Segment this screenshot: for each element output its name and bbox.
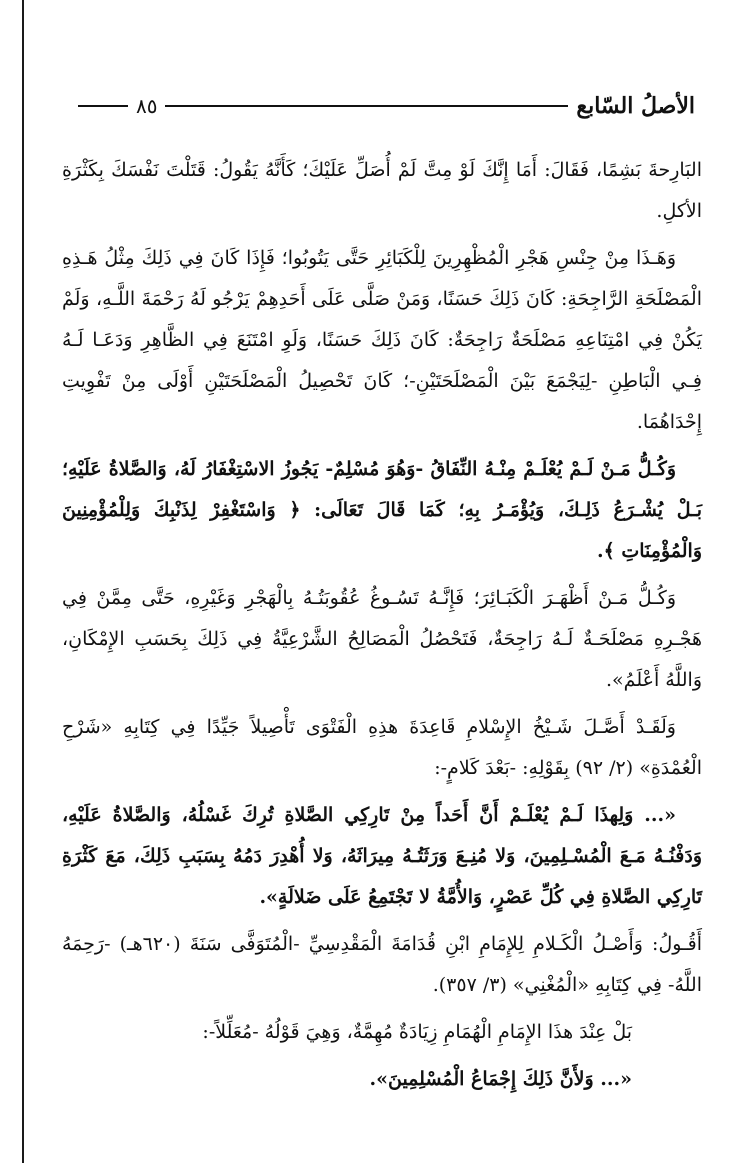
page-number: ٨٥ bbox=[136, 94, 158, 118]
paragraph: بَلْ عِنْدَ هذَا الإِمَامِ الْهُمَامِ زِيَادَةٌ مُهِمَّةٌ، وَهِيَ قَوْلُهُ -مُعَلِّلاً-: bbox=[202, 1021, 632, 1043]
header-rule bbox=[165, 105, 568, 107]
running-header bbox=[70, 86, 695, 126]
quotation: «... وَلِهذَا لَـمْ يُعْلَـمْ أَنَّ أَحَداً مِنْ تَارِكِي الصَّلاةِ تُرِكَ غَسْلُهُ، وَالصَّلاةُ عَلَيْهِ، وَدَفْنُـهُ مَـعَ الْمُسْـلِمِينَ، وَلا مُنِـعَ وَرَثَتُـهُ مِيرَاثَهُ، وَلا أُهْدِرَ دَمُهُ بِسَبَبِ ذَلِكَ، مَعَ كَثْرَةِ تَارِكِي الصَّلاةِ فِي كُلِّ عَصْرٍ، وَالأُمَّةُ لا تَجْتَمِعُ عَلَى ضَلالَةٍ». bbox=[62, 804, 702, 908]
paragraph: البَارِحةَ بَشِمًا، فَقَالَ: أَمَا إِنَّكَ لَوْ مِتَّ لَمْ أُصَلِّ عَلَيْكَ؛ كَأَنَّهُ يَقُولُ: قَتَلْتَ نَفْسَكَ بِكَثْرَةِ الأكلِ. bbox=[62, 159, 702, 222]
paragraph: وَلَقَـدْ أَصَّـلَ شَـيْخُ الإِسْلامِ قَاعِدَةَ هذِهِ الْفَتْوَى تَأْصِيلاً جَيِّدًا فِي كِتَابِهِ «شَرْحِ الْعُمْدَةِ» (٢/ ٩٢) بِقَوْلِهِ: -بَعْدَ كَلامٍ-: bbox=[62, 716, 702, 779]
page-edge-line bbox=[22, 0, 24, 1163]
paragraph: وَكُـلُّ مَـنْ أَظْهَـرَ الْكَبَـائِرَ؛ فَإِنَّـهُ تَسُـوغُ عُقُوبَتُـهُ بِالْهَجْرِ وَغَيْرِهِ، حَتَّى مِمَّنْ فِي هَجْـرِهِ مَصْلَحَـةٌ لَـهُ رَاجِحَةٌ، فَتَحْصُلُ الْمَصَالِحُ الشَّرْعِيَّةُ فِي ذَلِكَ بِحَسَبِ الإِمْكَانِ، وَاللَّهُ أَعْلَمُ». bbox=[62, 587, 702, 691]
header-rule-short bbox=[78, 105, 128, 107]
quotation: «... وَلأَنَّ ذَلِكَ إِجْمَاعُ الْمُسْلِمِينَ». bbox=[369, 1068, 632, 1090]
chapter-title: الأصلُ السّابع bbox=[576, 93, 695, 119]
paragraph: وَكُـلُّ مَـنْ لَـمْ يُعْلَـمْ مِنْـهُ النِّفَاقُ -وَهُوَ مُسْلِمٌ- يَجُوزُ الاسْتِغْفَارُ لَهُ، وَالصَّلاةُ عَلَيْهِ؛ بَـلْ يُشْـرَعُ ذَلِـكَ، وَيُؤْمَـرُ بِهِ؛ كَمَا قَالَ تَعَالَى: ﴿ وَاسْتَغْفِرْ لِذَنْبِكَ وَلِلْمُؤْمِنِينَ وَالْمُؤْمِنَاتِ ﴾. bbox=[62, 458, 702, 562]
paragraph: وَهَـذَا مِنْ جِنْسِ هَجْرِ الْمُظْهِرِينَ لِلْكَبَائِرِ حَتَّى يَتُوبُوا؛ فَإِذَا كَانَ فِي ذَلِكَ مِثْلُ هَـذِهِ الْمَصْلَحَةِ الرَّاجِحَةِ: كَانَ ذَلِكَ حَسَنًا، وَمَنْ صَلَّى عَلَى أَحَدِهِمْ يَرْجُو لَهُ رَحْمَةَ اللَّـهِ، وَلَمْ يَكُنْ فِي امْتِنَاعِهِ مَصْلَحَةٌ رَاجِحَةٌ: كَانَ ذَلِكَ حَسَنًا، وَلَوِ امْتَنَعَ فِي الظَّاهِرِ وَدَعَـا لَـهُ فِـي الْبَاطِنِ -لِيَجْمَعَ بَيْنَ الْمَصْلَحَتَيْنِ-؛ كَانَ تَحْصِيلُ الْمَصْلَحَتَيْنِ أَوْلَى مِنْ تَفْوِيتِ إِحْدَاهُمَا. bbox=[62, 247, 702, 433]
paragraph: أَقُـولُ: وَأَصْـلُ الْكَـلامِ لِلإِمَامِ ابْنِ قُدَامَةَ الْمَقْدِسِيِّ -الْمُتَوَفَّى سَنَةَ (٦٢٠هـ) -رَحِمَهُ اللَّهُ- فِي كِتَابِهِ «الْمُغْنِي» (٣/ ٣٥٧). bbox=[62, 933, 702, 996]
page-body bbox=[62, 150, 702, 1106]
